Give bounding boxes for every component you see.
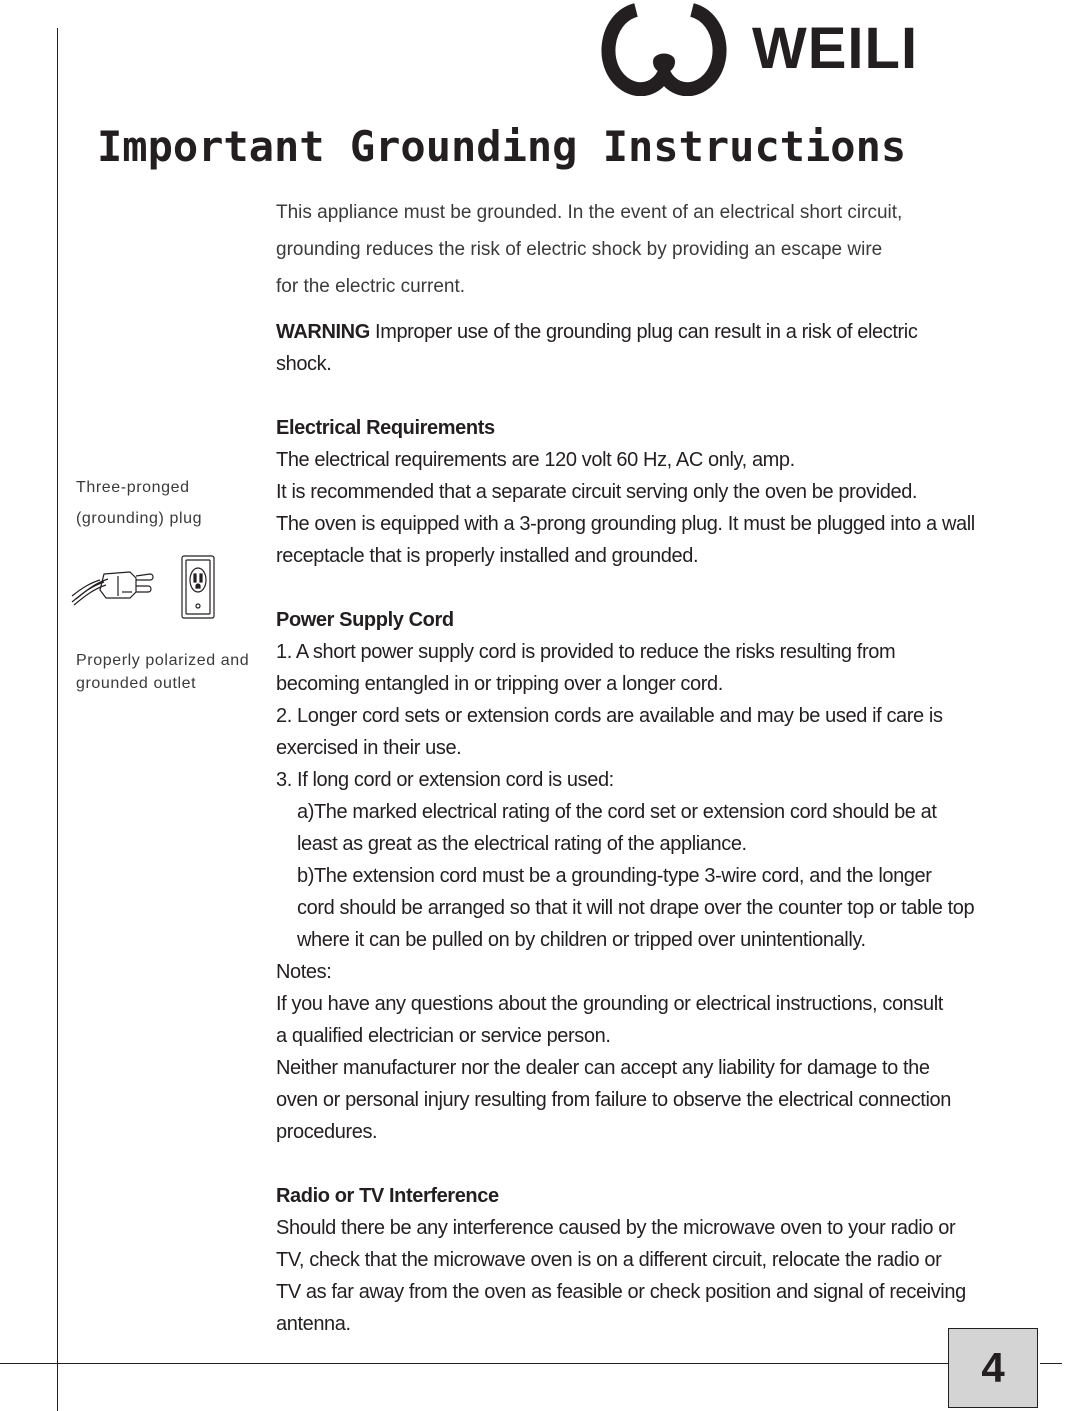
interference-line: antenna. xyxy=(276,1313,351,1335)
notes-line: a qualified electrician or service person. xyxy=(276,1025,611,1047)
warning-label: WARNING xyxy=(276,321,370,343)
interference-line: TV as far away from the oven as feasible or check position and signal of receiving xyxy=(276,1281,966,1303)
page-number: 4 xyxy=(948,1328,1038,1408)
page-title: Important Grounding Instructions xyxy=(97,122,907,171)
power-cord-heading: Power Supply Cord xyxy=(276,609,454,631)
power-cord-indented-line: a)The marked electrical rating of the cord set or extension cord should be at xyxy=(297,801,937,823)
electrical-line: It is recommended that a separate circuit serving only the oven be provided. xyxy=(276,481,918,503)
grounding-plug-outlet-illustration xyxy=(70,552,220,624)
notes-line: procedures. xyxy=(276,1121,378,1143)
outlet-caption-2: grounded outlet xyxy=(76,675,197,692)
intro-line-2: grounding reduces the risk of electric shock by providing an escape wire xyxy=(276,239,883,260)
plug-caption-1: Three-pronged xyxy=(76,479,190,496)
warning-text: Improper use of the grounding plug can result in a risk of electric xyxy=(369,321,918,343)
electrical-line: receptacle that is properly installed and grounded. xyxy=(276,545,699,567)
power-cord-indented-line: cord should be arranged so that it will not drape over the counter top or table top xyxy=(297,897,975,919)
warning-text-2: shock. xyxy=(276,353,332,375)
notes-line: Neither manufacturer nor the dealer can accept any liability for damage to the xyxy=(276,1057,930,1079)
electrical-heading: Electrical Requirements xyxy=(276,417,495,439)
power-cord-line: 1. A short power supply cord is provided to reduce the risks resulting from xyxy=(276,641,896,663)
intro-line-3: for the electric current. xyxy=(276,276,466,297)
instructions-body xyxy=(276,316,1072,1340)
electrical-line: The oven is equipped with a 3-prong grounding plug. It must be plugged into a wall xyxy=(276,513,975,535)
notes-line: oven or personal injury resulting from failure to observe the electrical connection xyxy=(276,1089,951,1111)
notes-label: Notes: xyxy=(276,961,332,983)
outlet-caption-1: Properly polarized and xyxy=(76,652,250,669)
plug-caption-2: (grounding) plug xyxy=(76,510,203,527)
electrical-line: The electrical requirements are 120 volt 60 Hz, AC only, amp. xyxy=(276,449,795,471)
power-cord-indented-line: where it can be pulled on by children or tripped over unintentionally. xyxy=(297,929,866,951)
brand-name: WEILI xyxy=(752,16,919,81)
footer-rule xyxy=(0,1363,948,1364)
warning-paragraph xyxy=(276,316,1072,348)
intro-line-1: This appliance must be grounded. In the event of an electrical short circuit, xyxy=(276,202,903,223)
interference-line: TV, check that the microwave oven is on a different circuit, relocate the radio or xyxy=(276,1249,942,1271)
power-cord-indented-line: b)The extension cord must be a grounding-type 3-wire cord, and the longer xyxy=(297,865,932,887)
interference-line: Should there be any interference caused by the microwave oven to your radio or xyxy=(276,1217,956,1239)
footer-rule-right xyxy=(1040,1363,1062,1364)
power-cord-line: 2. Longer cord sets or extension cords are available and may be used if care is xyxy=(276,705,943,727)
power-cord-line: exercised in their use. xyxy=(276,737,462,759)
power-cord-line: 3. If long cord or extension cord is used: xyxy=(276,769,614,791)
left-margin-rule xyxy=(57,28,58,1411)
power-cord-line: becoming entangled in or tripping over a longer cord. xyxy=(276,673,723,695)
power-cord-indented-line: least as great as the electrical rating of the appliance. xyxy=(297,833,747,855)
interference-heading: Radio or TV Interference xyxy=(276,1185,499,1207)
notes-line: If you have any questions about the grounding or electrical instructions, consult xyxy=(276,993,943,1015)
